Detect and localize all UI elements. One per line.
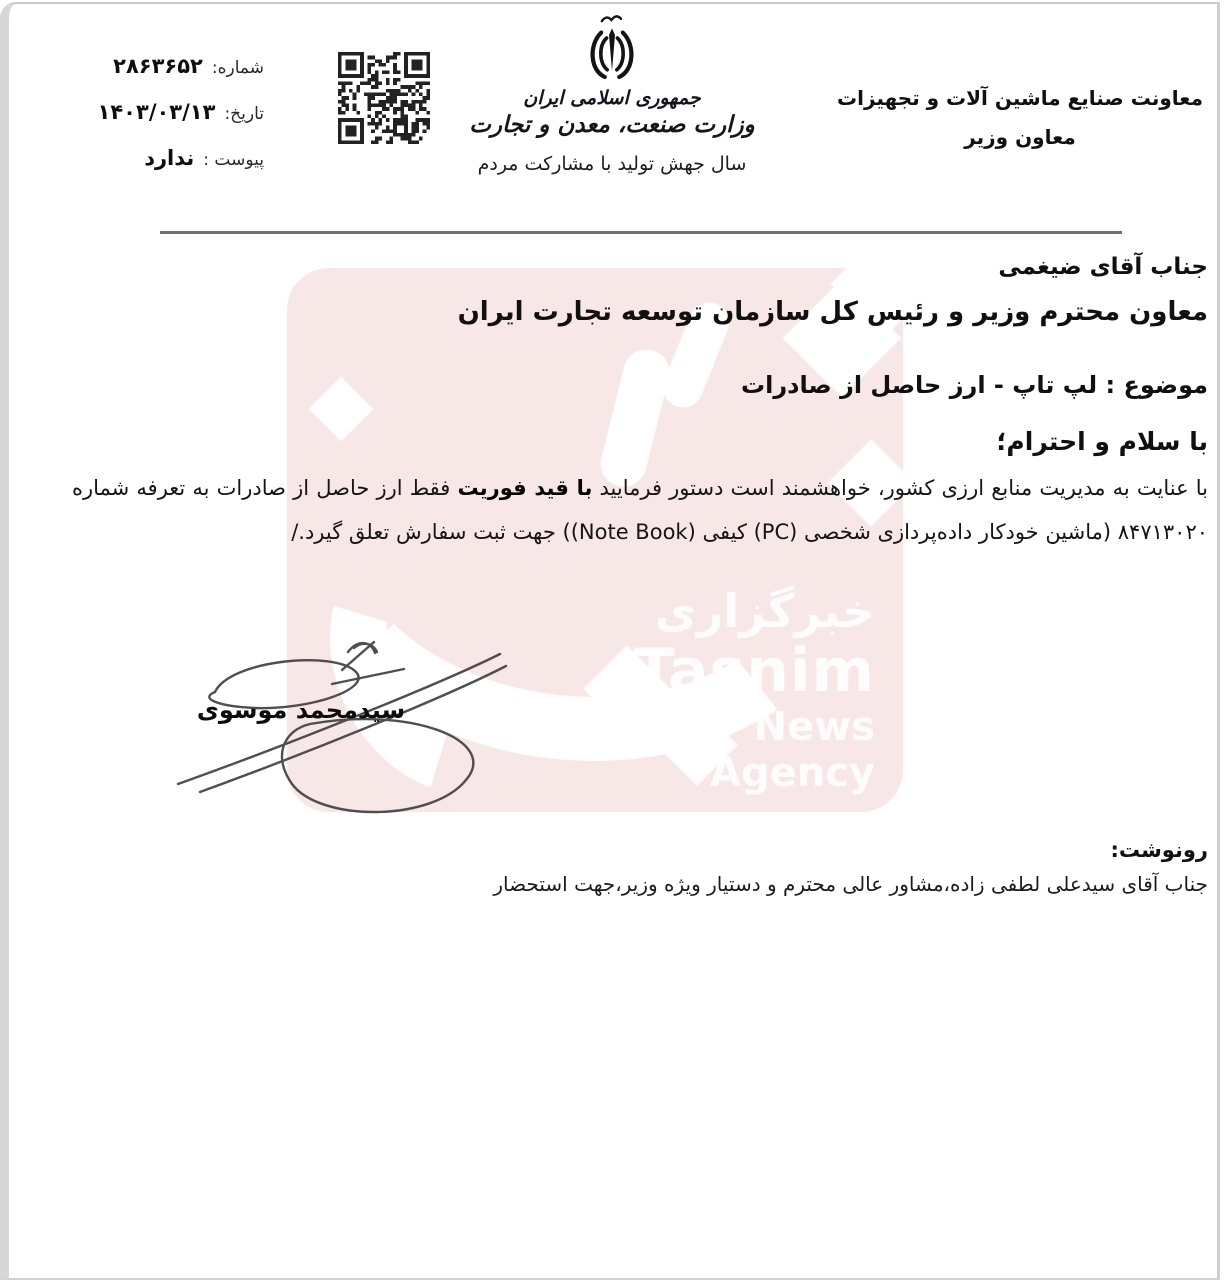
date-value: ۱۴۰۳/۰۳/۱۳ bbox=[97, 100, 216, 124]
watermark-agency-en-sub: News Agency bbox=[710, 703, 875, 796]
letterhead-center bbox=[462, 14, 762, 175]
iran-emblem-icon bbox=[584, 14, 640, 80]
number-label: شماره: bbox=[211, 58, 264, 78]
year-slogan: سال جهش تولید با مشارکت مردم bbox=[477, 153, 747, 175]
qr-code bbox=[338, 52, 430, 144]
header-divider-line bbox=[160, 231, 1122, 234]
cc-label: رونوشت: bbox=[1110, 838, 1208, 862]
signature-scrawl bbox=[160, 632, 530, 817]
letter-meta-block bbox=[86, 54, 264, 192]
letter-date-row bbox=[86, 100, 264, 146]
salutation-line: با سلام و احترام؛ bbox=[996, 427, 1208, 456]
republic-title: جمهوری اسلامی ایران bbox=[523, 87, 701, 109]
letter-number-row bbox=[86, 54, 264, 100]
deputy-office-block bbox=[830, 86, 1210, 149]
recipient-title: معاون محترم وزیر و رئیس کل سازمان توسعه تجارت ایران bbox=[457, 297, 1208, 327]
signer-name: سیدمحمد موسوی bbox=[196, 696, 406, 724]
letter-attachment-row bbox=[86, 146, 264, 192]
deputy-office-line2: معاون وزیر bbox=[964, 125, 1076, 149]
letter-body-paragraph bbox=[72, 466, 1208, 554]
date-label: تاریخ: bbox=[224, 104, 264, 124]
cc-recipient-line: جناب آقای سیدعلی لطفی زاده،مشاور عالی محترم و دستیار ویژه وزیر،جهت استحضار bbox=[493, 872, 1208, 896]
ministry-title: وزارت صنعت، معدن و تجارت bbox=[469, 112, 755, 138]
deputy-office-line1: معاونت صنایع ماشین آلات و تجهیزات bbox=[837, 86, 1203, 110]
subject-line: موضوع : لپ تاپ - ارز حاصل از صادرات bbox=[740, 371, 1208, 399]
body-text-part2: فقط ارز حاصل از صادرات به تعرفه شماره ۸۴۷۱۳۰۲۰ (ماشین خودکار داده‌پردازی شخصی (PC) کیفی (Note Book)) جهت ثبت سفارش تعلق گیرد./ bbox=[72, 476, 1208, 544]
watermark-agency-fa: خبرگزاری bbox=[654, 584, 875, 638]
watermark-agency-en: Tasnim bbox=[633, 636, 875, 707]
recipient-name: جناب آقای ضیغمی bbox=[998, 254, 1208, 280]
body-text-bold-urgency: با قید فوریت bbox=[457, 476, 593, 500]
attachment-label: پیوست : bbox=[203, 150, 264, 170]
tasnim-watermark-text bbox=[575, 584, 875, 796]
number-value: ۲۸۶۳۶۵۲ bbox=[113, 54, 203, 78]
attachment-value: ندارد bbox=[144, 146, 195, 170]
body-text-part1: با عنایت به مدیریت منابع ارزی کشور، خواهشمند است دستور فرمایید bbox=[592, 476, 1208, 500]
